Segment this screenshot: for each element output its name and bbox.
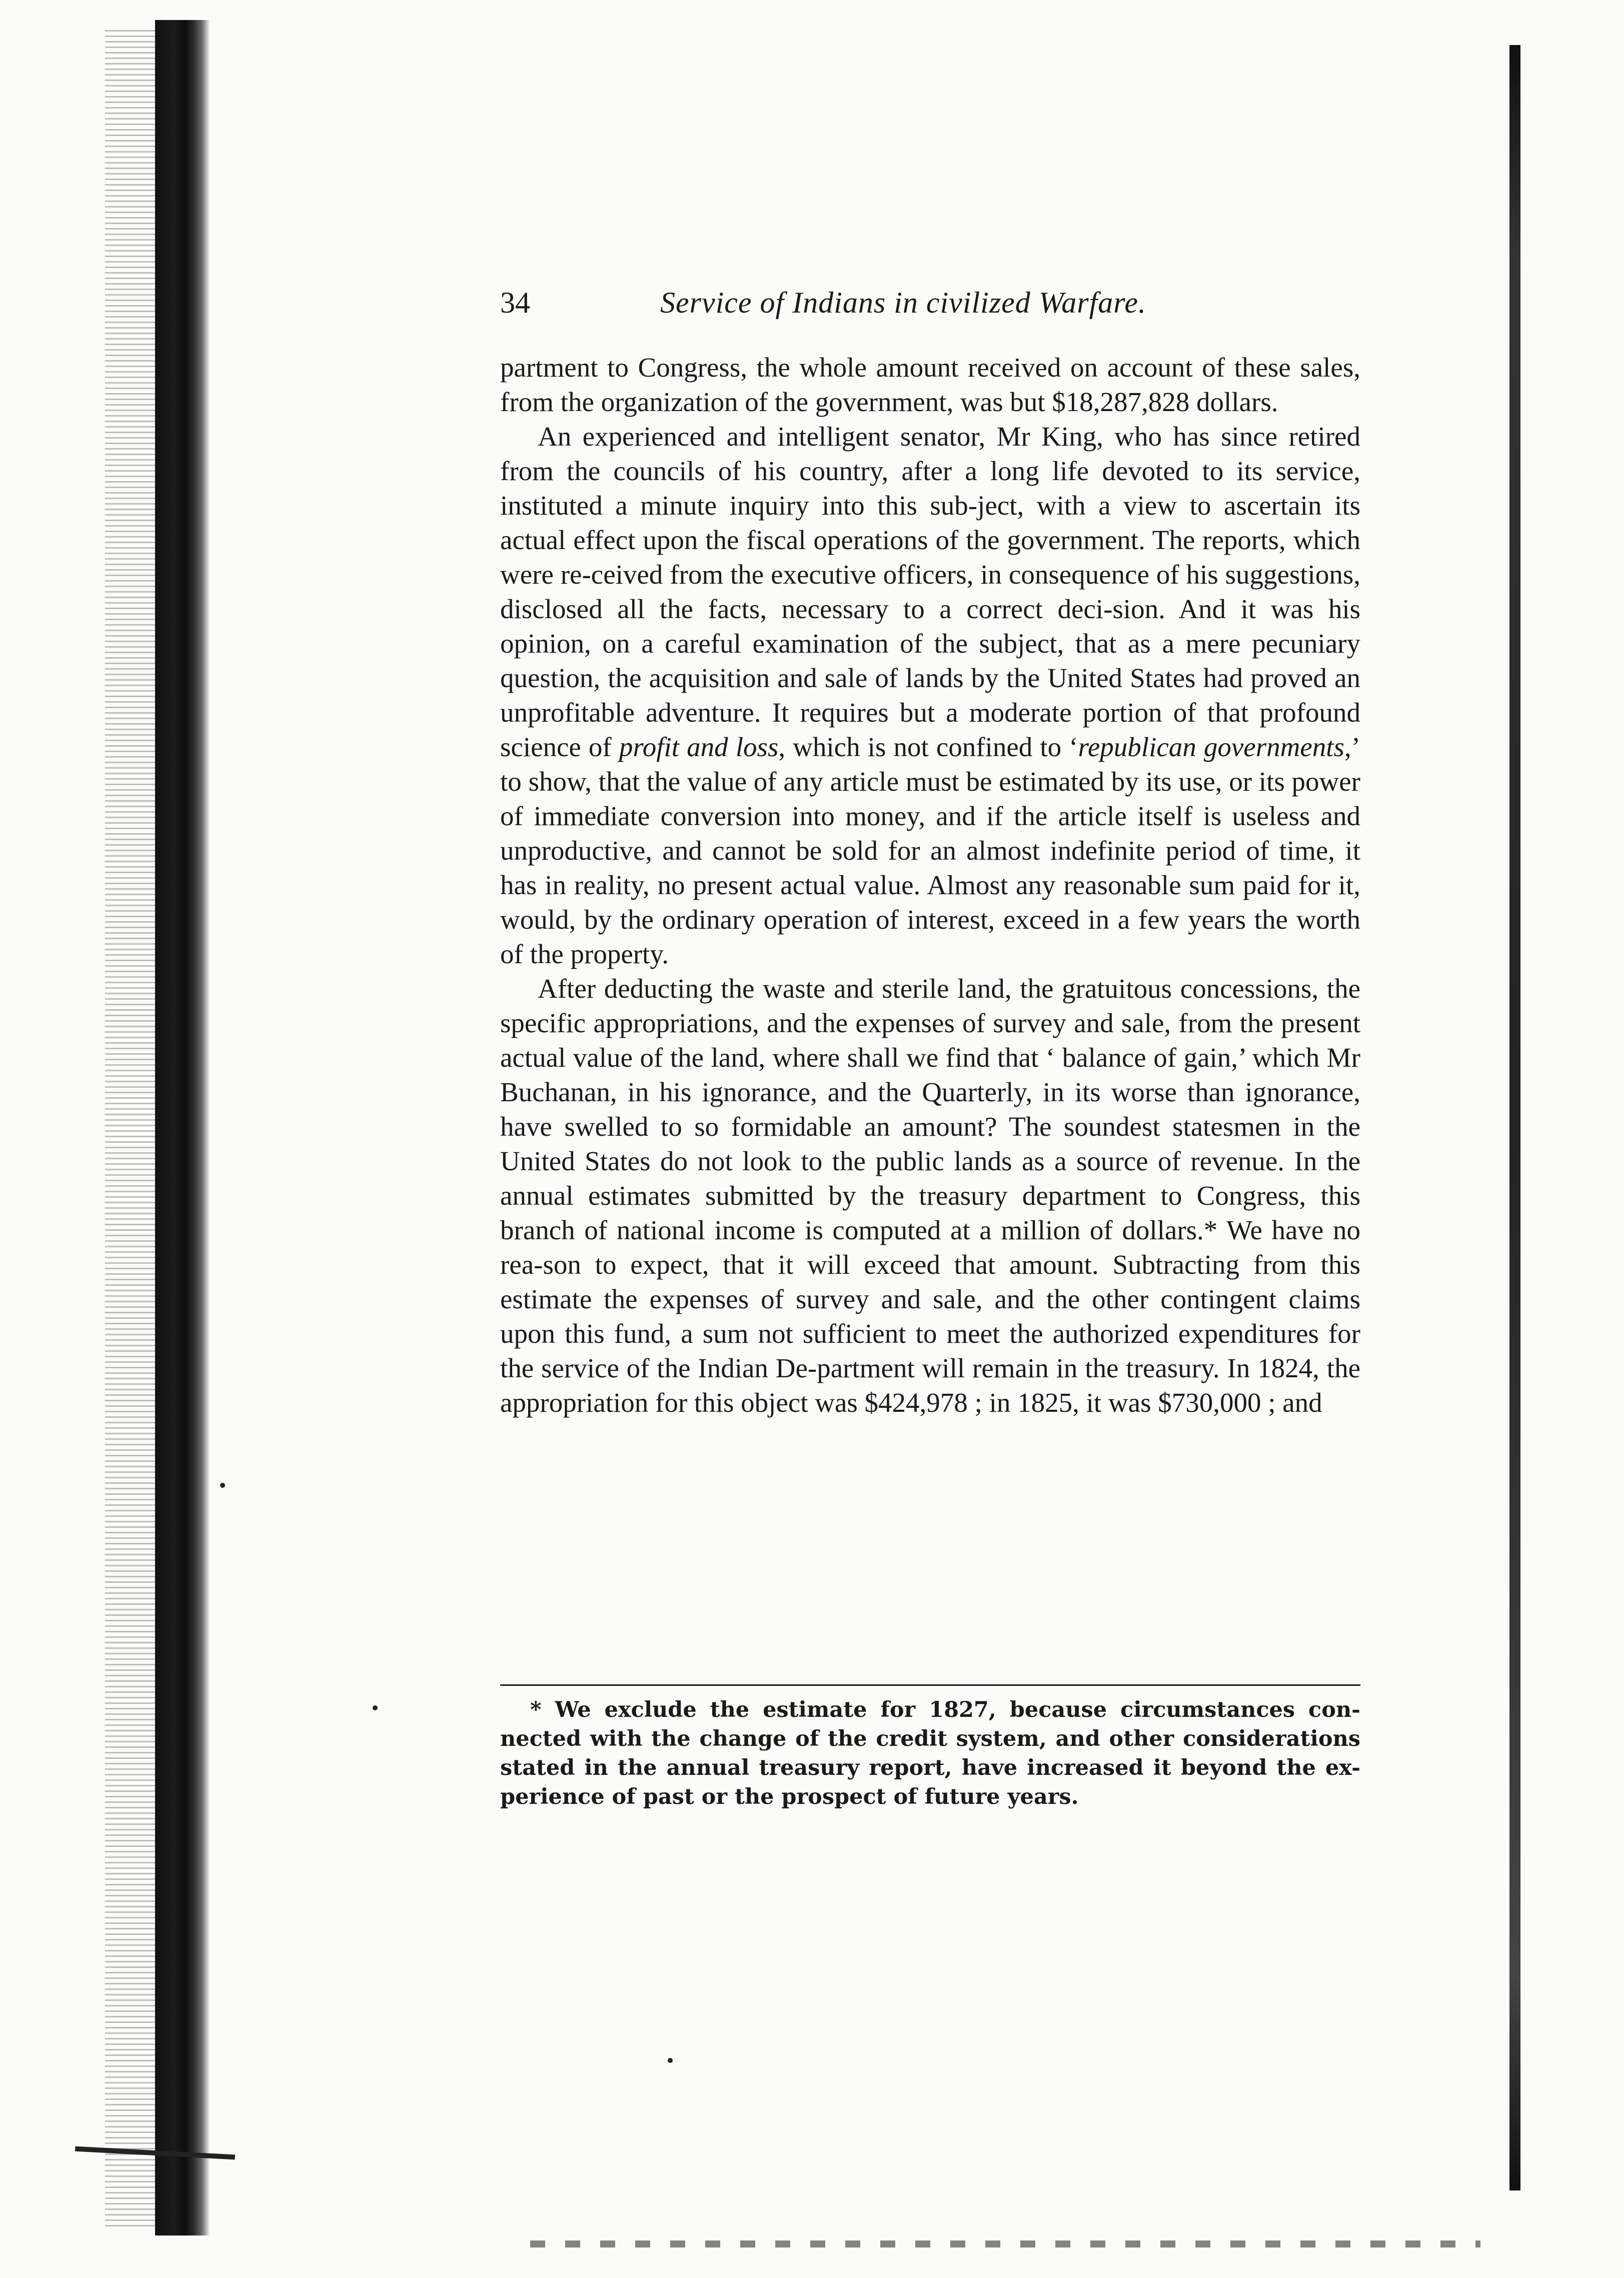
binding-edge-noise	[105, 30, 160, 2230]
scan-speck	[220, 1483, 225, 1488]
italic-phrase-profit-and-loss: profit and loss	[619, 732, 779, 762]
running-head	[500, 283, 1360, 323]
running-title: Service of Indians in civilized Warfare.	[660, 286, 1147, 319]
footnote	[500, 1695, 1360, 1811]
paragraph-continuation: partment to Congress, the whole amount received on account of these sales, from the organization of the government, was but $18,287,828 dollars.	[500, 352, 1360, 417]
scan-speck	[373, 1705, 378, 1710]
paragraph-balance-of-gain: After deducting the waste and sterile land, the gratuitous concessions, the specific appropriations, and the expenses of survey and sale, from the present actual value of the land, where shall we find that ‘ balance of gain,’ which Mr Buchanan, in his ignorance, and the Quarterly, in its worse than ignorance, have swelled to so formidable an amount? The soundest statesmen in the United States do not look to the public lands as a source of revenue. In the annual estimates submitted by the treasury department to Congress, this branch of national income is computed at a million of dollars.* We have no rea-son to expect, that it will exceed that amount. Subtracting from this estimate the expenses of survey and sale, and the other contingent claims upon this fund, a sum not sufficient to meet the authorized expenditures for the service of the Indian De-partment will remain in the treasury. In 1824, the appropriation for this object was $424,978 ; in 1825, it was $730,000 ; and	[500, 973, 1360, 1418]
footnote-text: * We exclude the estimate for 1827, because circumstances con-nected with the change of the credit system, and other considerations stated in the annual treasury report, have increased it beyond the ex-perience of past or the prospect of future years.	[500, 1697, 1360, 1809]
body-text	[500, 350, 1360, 1420]
footnote-rule	[500, 1684, 1360, 1686]
italic-phrase-republican-governments: republican governments	[1078, 732, 1344, 762]
scan-speck	[668, 2058, 673, 2063]
scan-bottom-marks	[530, 2240, 1480, 2247]
paragraph-text: , which is not confined to ‘	[778, 732, 1078, 762]
paragraph-text: An experienced and intelligent senator, Mr King, who has since retired from the councils of his country, after a long life devoted to its service, instituted a minute inquiry into this sub-ject, with a view to ascertain its actual effect upon the fiscal operations of the government. The reports, which were re-ceived from the executive officers, in consequence of his suggestions, disclosed all the facts, necessary to a correct deci-sion. And it was his opinion, on a careful examination of the subject, that as a mere pecuniary question, the acquisition and sale of lands by the United States had proved an unprofitable adventure. It requires but a moderate portion of that profound science of	[500, 421, 1360, 762]
page-number: 34	[500, 286, 530, 319]
paragraph-senator-king	[500, 419, 1360, 971]
paragraph-text: ,’ to show, that the value of any article must be estimated by its use, or its power of immediate conversion into money, and if the article itself is useless and unproductive, and cannot be sold for an almost indefinite period of time, it has in reality, no present actual value. Almost any reasonable sum paid for it, would, by the ordinary operation of interest, exceed in a few years the worth of the property.	[500, 732, 1360, 969]
binding-edge-left	[155, 20, 210, 2235]
binding-edge-right	[1509, 45, 1520, 2190]
